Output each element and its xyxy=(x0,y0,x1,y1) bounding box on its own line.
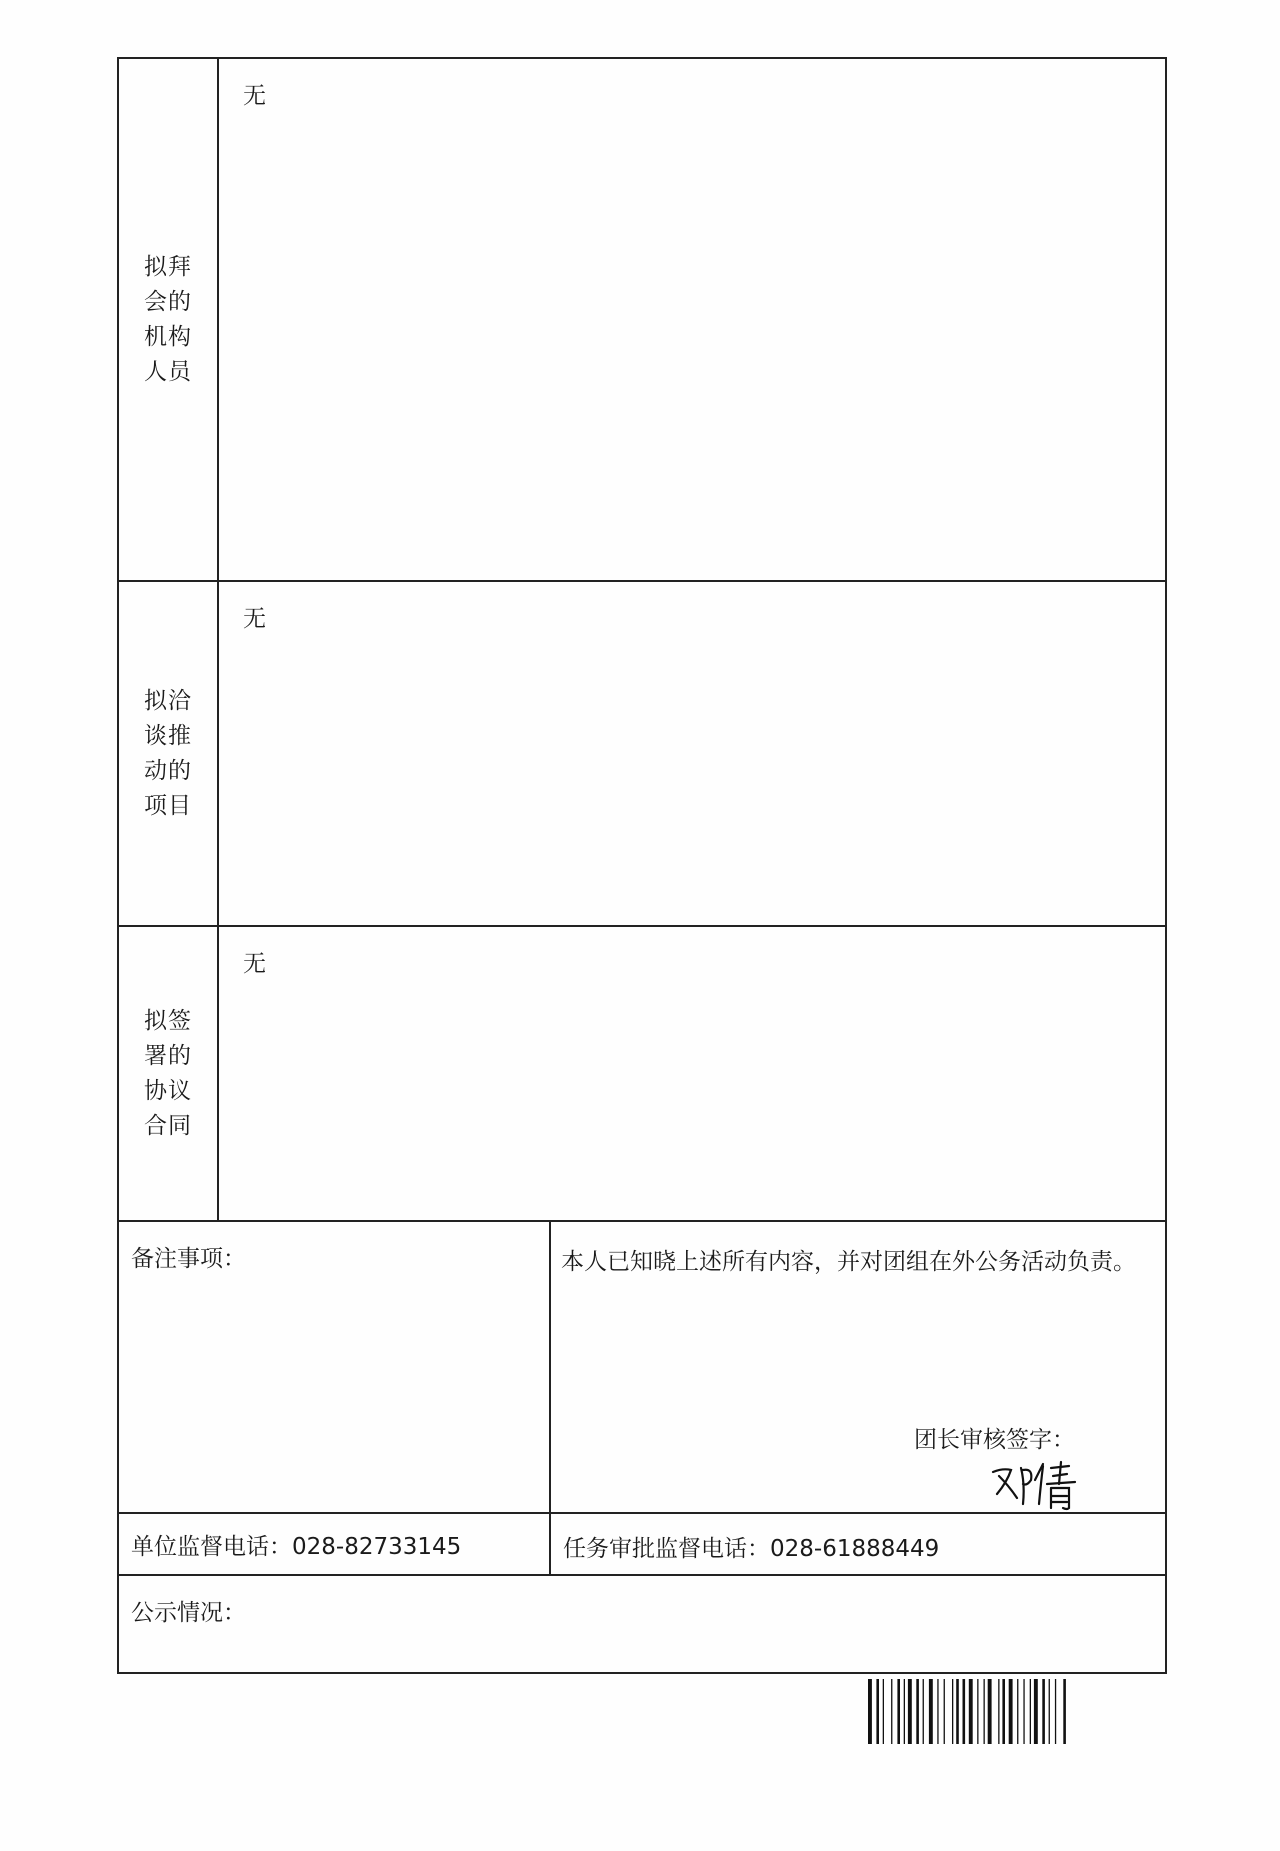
declaration-cell xyxy=(551,1222,1165,1512)
unit-phone: 单位监督电话：028-82733145 xyxy=(119,1514,551,1574)
row-label-cell xyxy=(119,582,219,925)
row-label: 拟洽谈推动的项目 xyxy=(144,687,192,819)
row-institutions xyxy=(119,59,1165,582)
row-label: 拟签署的协议合同 xyxy=(144,1007,192,1139)
row-label-cell xyxy=(119,927,219,1220)
barcode xyxy=(868,1679,1118,1744)
row-agreements xyxy=(119,927,1165,1222)
row-value: 无 xyxy=(243,951,266,977)
row-projects xyxy=(119,582,1165,927)
approval-phone: 任务审批监督电话：028-61888449 xyxy=(563,1536,940,1562)
remarks-cell xyxy=(119,1222,551,1512)
remarks-label: 备注事项： xyxy=(131,1246,246,1272)
row-value: 无 xyxy=(243,606,266,632)
signer-label: 团长审核签字： xyxy=(914,1427,1075,1453)
row-label: 拟拜会的机构人员 xyxy=(144,253,192,385)
row-contacts xyxy=(119,1514,1165,1576)
handwritten-signature xyxy=(985,1454,1085,1512)
row-remarks-declaration xyxy=(119,1222,1165,1514)
form-table xyxy=(117,57,1167,1674)
row-label-cell xyxy=(119,59,219,580)
row-publicity xyxy=(119,1576,1165,1672)
row-value: 无 xyxy=(243,83,266,109)
publicity-label: 公示情况： xyxy=(131,1600,246,1626)
declaration-text: 本人已知晓上述所有内容，并对团组在外公务活动负责。 xyxy=(561,1249,1136,1275)
